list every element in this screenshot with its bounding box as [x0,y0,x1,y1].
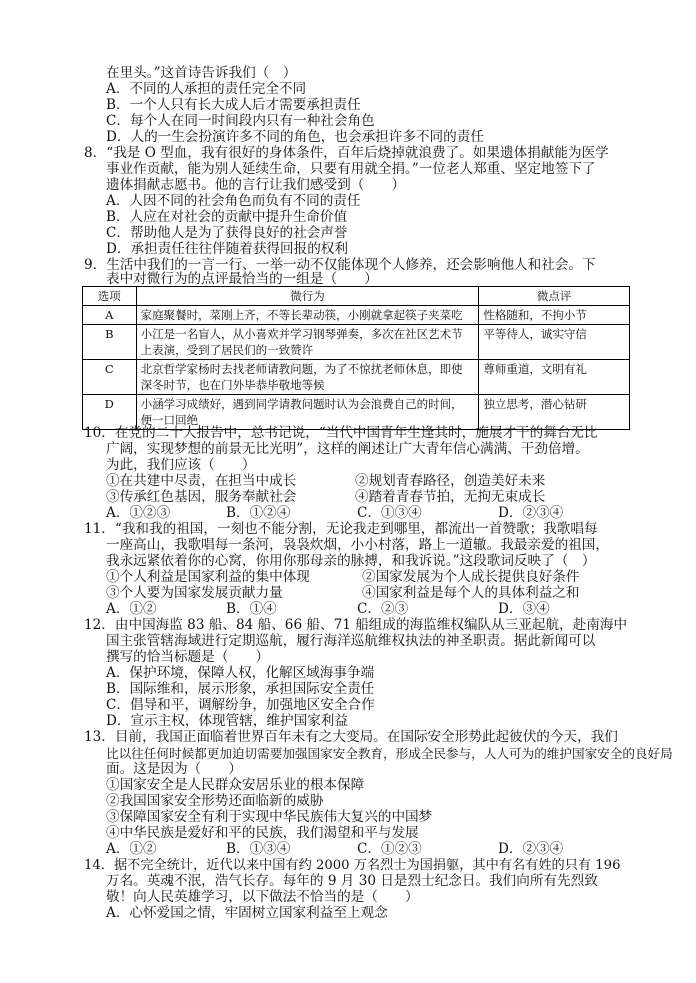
row-option: C [83,360,137,395]
q10-item-3: ③传承红色基因，服务奉献社会 [106,489,297,505]
q7-option-b: B．一个人只有长大成人后才需要承担责任 [106,97,361,113]
row-option: A [83,306,137,325]
header-behavior: 微行为 [136,287,479,306]
q7-option-d: D．人的一生会扮演许多不同的角色，也会承担许多不同的责任 [106,129,484,145]
q13-item-3: ③保障国家安全有利于实现中华民族伟大复兴的中国梦 [106,809,433,825]
q10-stem-line: 10．在党的二十大报告中，总书记说，“当代中国青年生逢其时，施展才干的舞台无比 [84,425,598,441]
q8-option-d: D．承担责任往往伴随着获得回报的权利 [106,241,348,257]
q10-answer-d: D．②③④ [498,505,564,521]
behavior-line: 北京哲学家杨时去找老师请教问题，为了不惊扰老师休息，即使 [140,362,463,376]
table-row [83,325,630,360]
q7-stem-end: 在里头。”这首诗告诉我们（ ） [106,65,297,81]
q13-answer-d: D．②③④ [498,841,564,857]
q10-answer-b: B．①②④ [226,505,291,521]
row-behavior [136,306,479,325]
q8-option-c: C．帮助他人是为了获得良好的社会声誉 [106,225,348,241]
q7-option-c: C．每个人在同一时间段内只有一种社会角色 [106,113,375,129]
q13-stem-line: 13．目前，我国正面临着世界百年未有之大变局。在国际安全形势此起彼伏的今天，我们 [84,729,618,745]
q11-item-3: ③个人要为国家发展贡献力量 [106,585,283,601]
q14-option-a: A．心怀爱国之情，牢固树立国家利益至上观念 [106,905,388,921]
q13-stem-line: 面。这是因为（ ） [106,761,242,777]
q14-stem-line: 敬！向人民英雄学习，以下做法不恰当的是（ ） [106,889,419,905]
row-option: D [83,395,137,430]
behavior-line: 深冬时节，也在门外毕恭毕敬地等候 [140,378,325,392]
q14-stem-line: 万名。英魂不泯，浩气长存。每年的 9 月 30 日是烈士纪念日。我们向所有先烈致 [106,873,598,889]
q11-stem-line: 一座高山，我歌唱每一条河，袅袅炊烟，小小村落，路上一道辙。我最亲爱的祖国， [106,537,609,553]
q11-stem-line: 我永远紧依着你的心窝，你用你那母亲的脉搏，和我诉说。”这段歌词反映了（ ） [106,553,596,569]
micro-behavior-table [82,286,630,430]
behavior-line: 上表演，受到了居民们的一致赞许 [140,343,314,357]
q12-stem-line: 12．由中国海监 83 船、84 船、66 船、71 船组成的海监维权编队从三亚起航，赴南海中 [84,617,628,633]
q10-answer-c: C．①③④ [357,505,422,521]
q11-answer-d: D．③④ [498,601,550,617]
header-option: 选项 [83,287,137,306]
q11-stem-line: 11．“我和我的祖国，一刻也不能分割，无论我走到哪里，都流出一首赞歌；我歌唱每 [84,521,598,537]
q8-option-b: B．人应在对社会的贡献中提升生命价值 [106,209,348,225]
q13-answer-c: C．①②③ [357,841,422,857]
q8-stem-line: 8．“我是 O 型血，我有很好的身体条件，百年后烧掉就浪费了。如果遗体捐献能为医学 [84,145,609,161]
table-row [83,360,630,395]
q8-stem-line: 事业作贡献，能为别人延续生命，只要有用就全捐。”一位老人郑重、坚定地签下了 [106,161,596,177]
q11-answer-b: B．①④ [226,601,277,617]
q14-stem-line: 14．据不完全统计，近代以来中国有约 2000 万名烈士为国捐躯，其中有名有姓的只有 196 [84,858,621,873]
q12-stem-line: 国主张管辖海域进行定期巡航，履行海洋巡航维权执法的神圣职责。据此新闻可以 [106,633,596,649]
q12-option-c: C．倡导和平，调解纷争，加强地区安全合作 [106,697,375,713]
q12-option-d: D．宣示主权，体现管辖，维护国家利益 [106,713,348,729]
q10-stem-line: 广阔，实现梦想的前景无比光明”，这样的阐述让广大青年信心满满、干劲倍增。 [106,441,589,457]
q11-answer-c: C．②③ [357,601,409,617]
q12-option-b: B．国际维和，展示形象，承担国际安全责任 [106,681,375,697]
q8-option-a: A．人因不同的社会角色而负有不同的责任 [106,193,361,209]
row-behavior [136,360,479,395]
q13-item-1: ①国家安全是人民群众安居乐业的根本保障 [106,777,365,793]
behavior-line: 小江是一名盲人，从小喜欢并学习钢琴弹奏，多次在社区艺术节 [140,327,463,341]
table-header-row [83,287,630,306]
q13-answer-a: A．①② [106,841,157,857]
q13-item-4: ④中华民族是爱好和平的民族，我们渴望和平与发展 [106,825,419,841]
behavior-line: 小涵学习成绩好，遇到同学请教问题时认为会浪费自己的时间， [140,397,463,411]
row-comment: 独立思考，潜心钻研 [479,395,630,430]
q13-stem-line: 比以往任何时候都更加迫切需要加强国家安全教育，形成全民参与，人人可为的维护国家安全的良好局 [106,746,673,761]
behavior-line: 家庭聚餐时，菜刚上齐，不等长辈动筷，小刚就拿起筷子夹菜吃 [140,308,463,322]
q7-option-a: A．不同的人承担的责任完全不同 [106,81,307,97]
q10-item-1: ①在共建中尽责，在担当中成长 [106,473,297,489]
q10-stem-line: 为此，我们应该（ ） [106,457,256,473]
q10-item-4: ④踏着青春节拍，无拘无束成长 [355,489,546,505]
q12-option-a: A．保护环境，保障人权，化解区域海事争端 [106,665,375,681]
header-comment: 微点评 [479,287,630,306]
q8-stem-line: 遗体捐献志愿书。他的言行让我们感受到（ ） [106,177,406,193]
q11-answer-a: A．①② [106,601,157,617]
row-comment: 尊师重道，文明有礼 [479,360,630,395]
q9-stem-line: 表中对微行为的点评最恰当的一组是（ ） [106,271,378,287]
row-comment: 性格随和，不拘小节 [479,306,630,325]
row-option: B [83,325,137,360]
row-comment: 平等待人，诚实守信 [479,325,630,360]
q9-stem-line: 9．生活中我们的一言一行、一举一动不仅能体现个人修养，还会影响他人和社会。下 [84,257,596,273]
q13-item-2: ②我国国家安全形势还面临新的威胁 [106,793,324,809]
q11-item-2: ②国家发展为个人成长提供良好条件 [362,569,580,585]
q10-answer-a: A．①②③ [106,505,171,521]
q11-item-1: ①个人利益是国家利益的集中体现 [106,569,310,585]
q12-stem-line: 撰写的恰当标题是（ ） [106,649,270,665]
row-behavior [136,325,479,360]
table-row [83,306,630,325]
q10-item-2: ②规划青春路径，创造美好未来 [355,473,546,489]
q11-item-4: ④国家利益是每个人的具体利益之和 [362,585,580,601]
q13-answer-b: B．①③④ [226,841,291,857]
behavior-line: 便一口回绝 [140,413,199,427]
